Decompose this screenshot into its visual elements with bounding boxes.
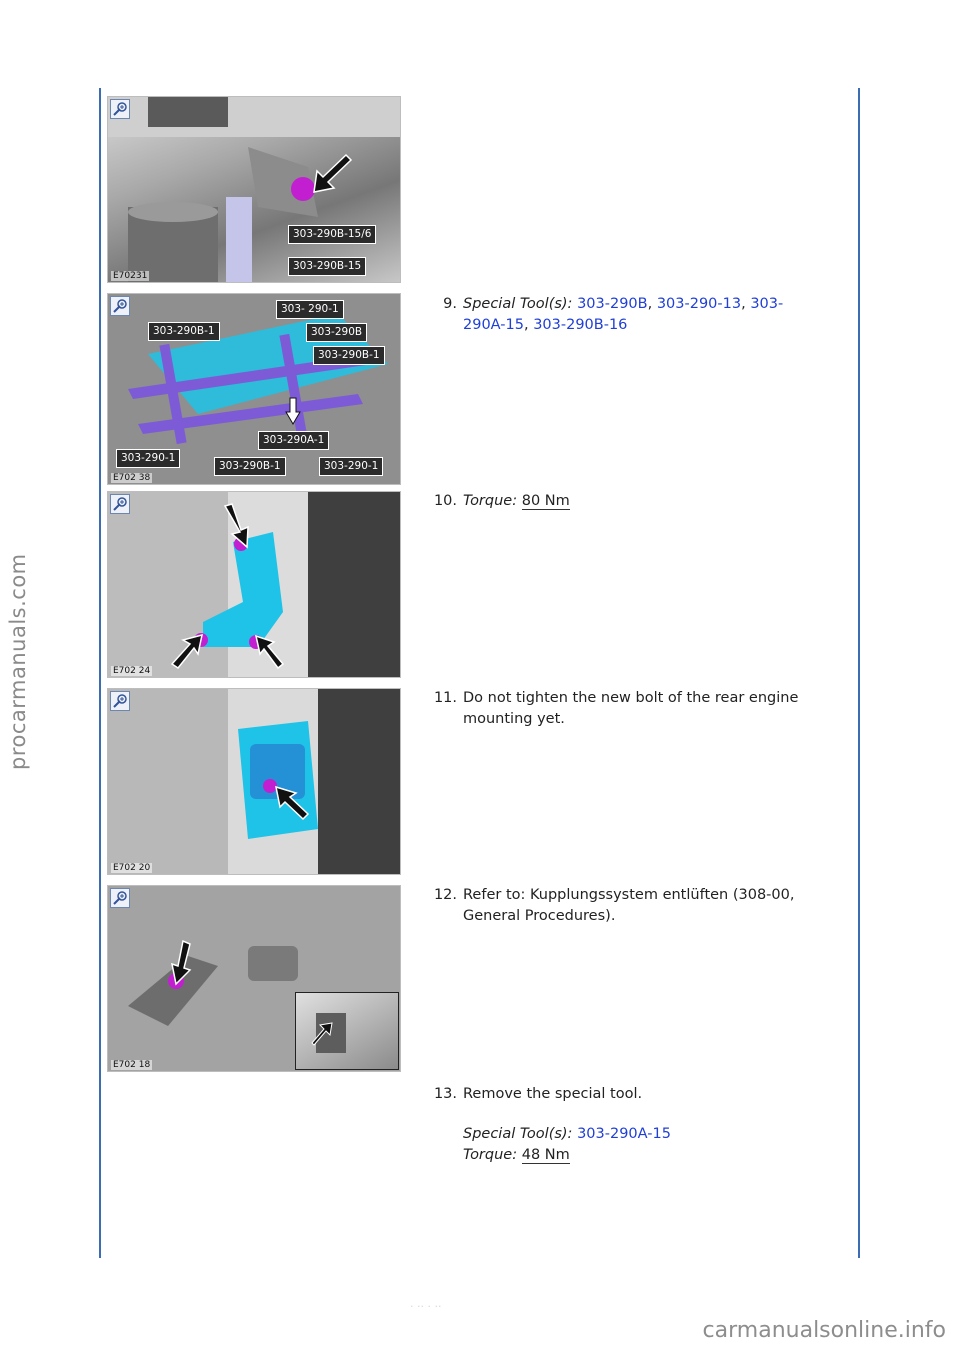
step-number: 12. [433, 887, 457, 903]
tool-link-303-290-13[interactable]: 303-290-13 [656, 296, 742, 312]
callout-label: 303-290B [306, 323, 367, 342]
page-footer: · ·· · ·· [410, 1300, 442, 1313]
figure-id: E702 24 [113, 666, 151, 676]
callout-label: 303-290B-1 [313, 346, 385, 365]
left-page-rule [99, 88, 101, 1258]
special-tools-label: Special Tool(s): [463, 1126, 573, 1142]
callout-label: 303-290B-15 [288, 257, 366, 276]
figure-e70218 [107, 885, 401, 1072]
figure-e70224 [107, 491, 401, 678]
figure-id: E70231 [113, 271, 148, 281]
bottom-watermark: carmanualsonline.info [702, 1318, 946, 1343]
step-text: Do not tighten the new bolt of the rear engine mounting yet. [463, 690, 799, 727]
tool-link-303-290a-15[interactable]: 303- [750, 296, 784, 312]
step-number: 11. [433, 690, 457, 706]
torque-label: Torque: [463, 493, 518, 509]
zoom-in-icon[interactable] [110, 888, 130, 908]
tool-link-303-290a-15[interactable]: 303-290A-15 [577, 1126, 671, 1142]
tool-link-303-290a-15-cont[interactable]: 290A-15 [463, 317, 524, 333]
torque-line [463, 1145, 833, 1166]
figure-e70220 [107, 688, 401, 875]
component-illustration [108, 97, 400, 282]
callout-label: 303-290B-1 [214, 457, 286, 476]
callout-label: 303-290B-1 [148, 322, 220, 341]
callout-label: 303-290-1 [319, 457, 383, 476]
step-text: Refer to: Kupplungssystem entlüften (308-00, General Procedures). [463, 887, 795, 924]
callout-label: 303-290-1 [116, 449, 180, 468]
zoom-in-icon[interactable] [110, 99, 130, 119]
torque-value: 80 Nm [521, 493, 570, 509]
right-page-rule [858, 88, 860, 1258]
component-illustration [108, 492, 400, 677]
callout-label: 303-290A-1 [258, 431, 329, 450]
figure-id: E702 38 [113, 473, 151, 483]
special-tools-line [463, 1124, 833, 1145]
figure-id: E702 20 [113, 863, 151, 873]
component-illustration [108, 689, 400, 874]
step-number: 13. [433, 1086, 457, 1102]
figure-id: E702 18 [113, 1060, 151, 1070]
zoom-in-icon[interactable] [110, 296, 130, 316]
step-number: 10. [433, 493, 457, 509]
tool-link-303-290b-16[interactable]: 303-290B-16 [533, 317, 628, 333]
figure-e70238 [107, 293, 401, 485]
side-watermark: procarmanuals.com [6, 553, 30, 770]
detail-inset [295, 992, 399, 1070]
callout-label: 303- 290-1 [276, 300, 344, 319]
step-13 [415, 1084, 835, 1174]
figure-e70231 [107, 96, 401, 283]
zoom-in-icon[interactable] [110, 691, 130, 711]
callout-label: 303-290B-15/6 [288, 225, 376, 244]
torque-label: Torque: [463, 1147, 518, 1163]
step-number: 9. [443, 296, 457, 312]
zoom-in-icon[interactable] [110, 494, 130, 514]
torque-value: 48 Nm [521, 1147, 570, 1163]
step-text: Remove the special tool. [463, 1086, 643, 1102]
special-tools-label: Special Tool(s): [463, 296, 573, 312]
tool-link-303-290b[interactable]: 303-290B [577, 296, 648, 312]
